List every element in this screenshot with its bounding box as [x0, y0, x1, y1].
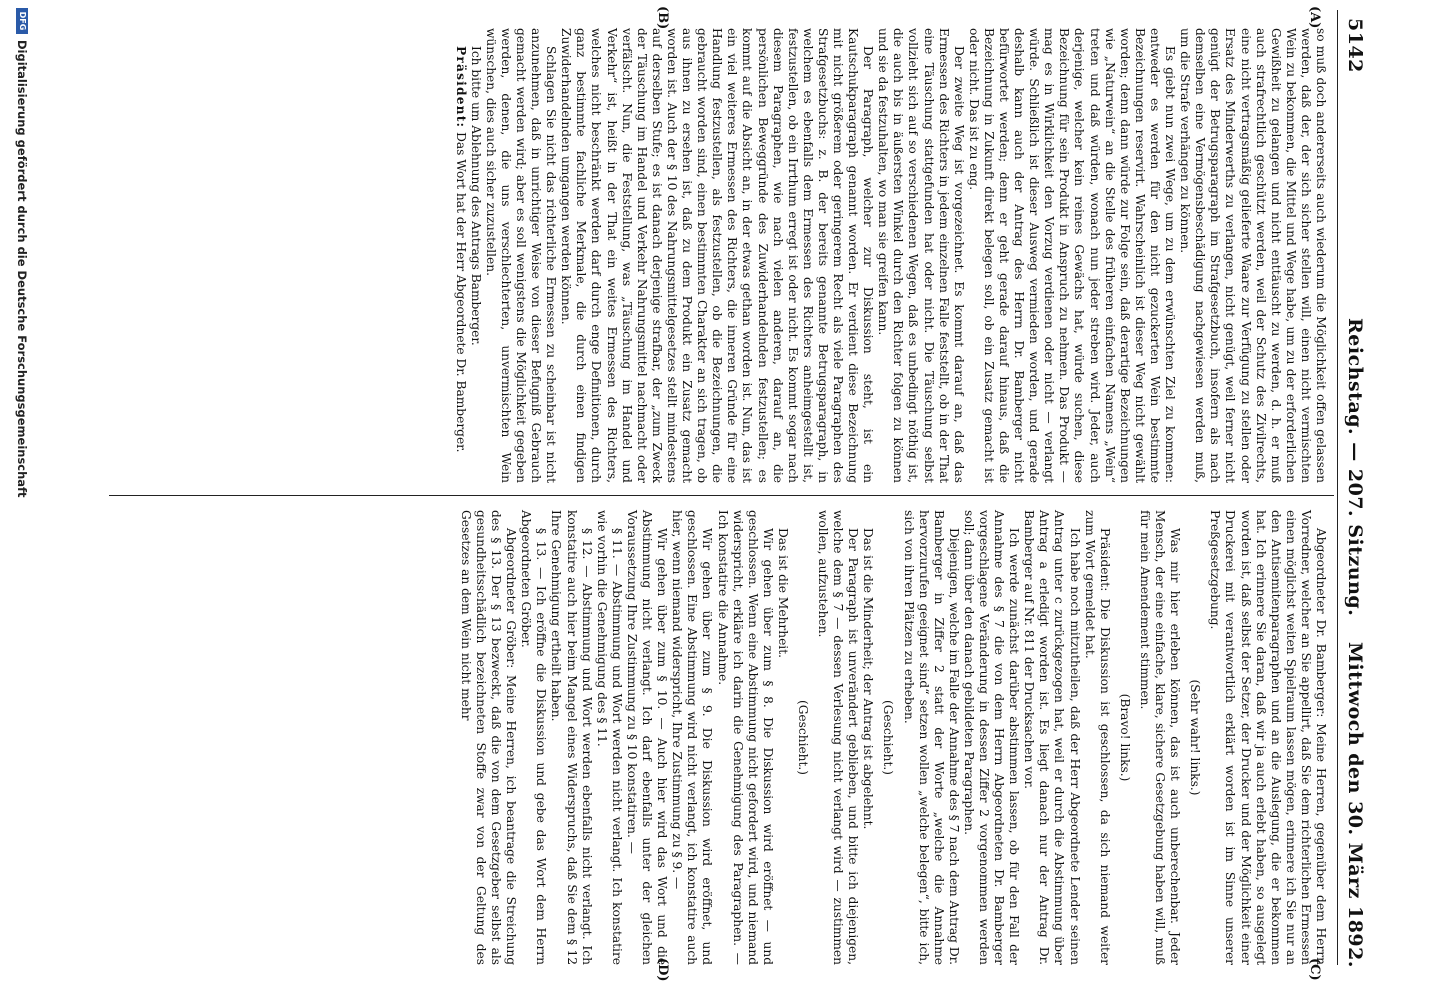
session-title: Reichstag. — 207. Sitzung.	[1344, 318, 1366, 617]
paragraph: Ich habe noch mitzutheilen, daß der Herr Abgeordnete Lender seinen Antrag unter c zurückgezogen hat, weil er durch die Abstimmung über Antrag a erledigt worden ist. Es liegt danach nur der Antrag Dr. Bamberger auf Nr. 811 der Drucksachen vor.	[1022, 510, 1082, 965]
president-statement	[453, 28, 468, 483]
paragraph: Präsident: Die Diskussion ist geschlossen, da sich niemand weiter zum Wort gemeldet hat.	[1082, 510, 1112, 965]
paragraph: Wir gehen über zum § 8. Die Diskussion wird eröffnet — und geschlossen. Wenn eine Abstimmung nicht gefordert wird, und niemand widerspricht, erkläre ich darin die Genehmigung des Paragraphen. — Ich konstatire die Annahme.	[715, 510, 775, 965]
paragraph: so muß doch andererseits auch wiederum die Möglichkeit offen gelassen werden, daß der, der sich sicher stellen will, einen nicht vermischten Wein zu bekommen, die Mittel und Wege habe, um zu der erforderlichen Gewißheit zu gelangen und nicht enttäuscht zu werden, d. h. er muß auch strafrechtlich geschützt werden, weil der Schutz des Zivilrechts, eine nicht vertragsmäßig gelieferte Waare zur Verfügung zu stellen oder Ersatz des Minderwerths zu verlangen, nicht genügt, weil ferner nicht genügt der Betrugsparagraph im Strafgesetzbuch, insofern als nach demselben eine Vermögensbeschädigung nachgewiesen werden muß, um die Strafe verhängen zu können.	[1178, 28, 1328, 483]
paragraph: § 13. — Ich eröffne die Diskussion und gebe das Wort dem Herrn Abgeordneten Gröber.	[519, 510, 549, 965]
footer-credit: Digitalisierung gefördert durch die Deutsche Forschungsgemeinschaft	[15, 40, 29, 498]
paragraph: Abgeordneter Gröber: Meine Herren, ich beantrage die Streichung des § 13. Der § 13 bezweckt, daß die von dem Gesetzgeber selbst als gesundheitsschädlich bezeichneten Stoffe zwar von der Geltung des Gesetzes an dem Wein nicht mehr	[458, 510, 519, 965]
paragraph: Es giebt nun zwei Wege, um zu dem erwünschten Ziel zu kommen: entweder es werden für den nicht gezuckerten Wein bestimmte Bezeichnungen reservirt. Wahrscheinlich ist dieser Weg nicht gewählt worden; denn dann würde zur Folge sein, daß derartige Bezeichnungen wie „Naturwein“ an die Stelle des früheren einfachen Namens „Wein“ treten und daß würden, wonach nun jeder streben wird. Jeder, auch derjenige, welcher kein reines Gewächs hat, würde suchen, diese Bezeichnung für sein Produkt in Anspruch zu nehmen. Das Produkt — mag es in Wirklichkeit den Vorzug verdienen oder nicht — verlangt würde. Schließlich ist dieser Ausweg vermieden worden, und gerade deshalb kann auch der Antrag des Herrn Dr. Bamberger nicht befürwortet werden; denn er geht gerade darauf hinaus, daß die Bezeichnung in Zukunft direkt belegen soll, ob ein Zusatz gemacht ist oder nicht. Das ist zu eng.	[966, 28, 1178, 483]
column-divider	[109, 495, 1334, 496]
paragraph: Was mir hier erleben können, das ist auch unberechenbar. Jeder Mensch, der eine einfache, klare, sichere Gesetzgebung haben will, muß für mein Amendement stimmen.	[1137, 510, 1183, 965]
paragraph: Der zweite Weg ist vorgezeichnet. Es kommt darauf an, daß das Ermessen des Richters in jedem einzelnen Falle feststellt, ob in der That eine Täuschung stattgefunden hat oder nicht. Die Täuschung selbst vollzieht sich auf so verschiedenen Wegen, daß es unbedingt nöthig ist, die auch bis in äußersten Winkel durch den Richter folgen zu können und sie da festzuhalten, wo man sie greifen kann.	[876, 28, 966, 483]
interjection: (Bravo! links.)	[1117, 693, 1132, 782]
interjection: (Geschieht.)	[881, 699, 896, 776]
margin-marker-d: (D)	[655, 958, 670, 982]
paragraph: Wir gehen über zum § 10. — Auch hier wird das Wort und die Abstimmung nicht verlangt. Ich darf ebenfalls unter der gleichen Voraussetzung Ihre Zustimmung zu § 10 konstatiren. —	[624, 510, 670, 965]
page-number: 5142	[1344, 18, 1366, 73]
interjection: (Geschieht.)	[796, 699, 810, 776]
right-text-column	[458, 510, 1328, 965]
paragraph: Abgeordneter Dr. Bamberger: Meine Herren, gegenüber dem Herrn Vorredner, welcher an Sie appellirt, daß Sie dem richterlichen Ermessen einen möglichst weiten Spielraum lassen mögen, erinnere ich Sie nur an den Antisemitenparagraphen und an die Auslegung, die er bekommen hat. Ich erinnere Sie daran, daß wir ja auch erlebt haben, so ausgelegt worden ist, daß selbst der Setzer, der Drucker und der Möglichkeit einer Druckerei mit verantwortlich erklärt worden ist im Sinne unserer Preßgesetzgebung.	[1208, 510, 1328, 965]
speech-text: Das Wort hat der Herr Abgeordnete Dr. Bamberger.	[453, 132, 468, 453]
paragraph: Diejenigen, welche im Falle der Annahme des § 7 nach dem Antrag Dr. Bamberger in Ziffer 2 statt der Worte „welche die Annahme hervorzurufen geeignet sind“ setzen wollen „welche belegen“, bitte ich, sich von ihren Plätzen zu erheben.	[901, 510, 961, 965]
interjection: (Sehr wahr! links.)	[1188, 679, 1203, 796]
margin-marker-a: (A)	[1307, 6, 1322, 29]
margin-marker-b: (B)	[655, 6, 670, 30]
paragraph: Das ist die Minderheit; der Antrag ist abgelehnt.	[861, 528, 876, 830]
speaker-label: Präsident:	[453, 46, 468, 129]
paragraph: Der Paragraph, welcher zur Diskussion steht, ist ein Kautschukparagraph genannt worden. Er verdient diese Bezeichnung mit nicht größerem oder geringerem Recht als viele Paragraphen des Strafgesetzbuchs: z. B. der bereits genannte Betrugsparagraph, in welchem es ebenfalls dem Ermessen des Richters anheimgestellt ist, festzustellen, ob ein Irrthum erregt ist oder nicht. Es kommt sogar nach diesem Paragraphen, wie nach vielen anderen, darauf an, die persönlichen Beweggründe des Zuwiderhandelnden festzustellen; es kommt auf die Absicht an, in der etwas gethan worden ist. Nun, das ist ein viel weiteres Ermessen des Richters, die inneren Gründe für eine Handlung festzustellen, als festzustellen, ob die Bezeichnungen, die gebraucht worden sind, einen bestimmten Charakter an sich tragen, ob aus ihnen zu ersehen ist, daß zu dem Produkt ein Zusatz gemacht worden ist. Auch der § 10 des Nahrungsmittelgesetzes stellt mindestens auf derselben Stufe; es ist danach derjenige strafbar, der „zum Zweck der Täuschung im Handel und Verkehr Nahrungsmittel nachmacht oder verfälscht. Nun, die Feststellung, was „Täuschung im Handel und Verkehr“ ist, heißt in der That ein weites Ermessen des Richters, welches nicht beschränkt werden darf durch enge Definitionen, durch ganz bestimmte fachliche Merkmale, die durch einen findigen Zuwiderhandelnden umgangen werden können.	[559, 28, 876, 483]
paragraph: Das ist die Mehrheit.	[775, 528, 790, 658]
paragraph: § 12. — Abstimmung und Wort werden ebenfalls nicht verlangt. Ich konstatire auch hier beim Mangel eines Widerspruchs, daß Sie dem § 12 Ihre Genehmigung ertheilt haben.	[549, 510, 594, 965]
paragraph: § 11. — Abstimmung und Wort werden nicht verlangt. Ich konstatire wie vorhin die Genehmigung des § 11.	[594, 510, 624, 965]
digitization-footer	[8, 0, 32, 1000]
paragraph: Ich werde zunächst darüber abstimmen lassen, ob für den Fall der Annahme des § 7 die von dem Herrn Abgeordneten Dr. Bamberger vorgeschlagene Veränderung in dessen Ziffer 2 vorgenommen werden soll; dann über den danach gebildeten Paragraphen.	[961, 510, 1022, 965]
session-date: Mittwoch den 30. März 1892.	[1344, 641, 1366, 968]
paragraph: Der Paragraph ist unverändert geblieben, und bitte ich diejenigen, welche dem § 7 — dessen Verlesung nicht verlangt wird — zustimmen wollen, aufzustehen.	[816, 510, 861, 965]
paragraph: Wir gehen über zum § 9. Die Diskussion wird eröffnet, und geschlossen. Eine Abstimmung wird nicht verlangt, ich konstatire auch hier, wenn niemand widerspricht, Ihre Zustimmung zu § 9. —	[670, 510, 715, 965]
header-rule	[1337, 10, 1338, 965]
paragraph: Schlagen Sie nicht das richterliche Ermessen zu scheinbar ist nicht anzunehmen, daß in unrichtiger Weise von dieser Befugniß Gebrauch gemacht werden wird; aber es soll wenigstens die Möglichkeit gegeben werden, denen, die uns verschlechterten, unvermischten Wein wünschen, dies auch sicher zuzustellen.	[483, 28, 559, 483]
page-header	[1338, 18, 1370, 968]
paragraph: Ich bitte um Ablehnung des Antrags Bamberger.	[468, 46, 483, 346]
left-text-column	[453, 28, 1328, 483]
margin-marker-c: (C)	[1307, 958, 1322, 981]
dfg-logo: DFG	[16, 8, 28, 34]
